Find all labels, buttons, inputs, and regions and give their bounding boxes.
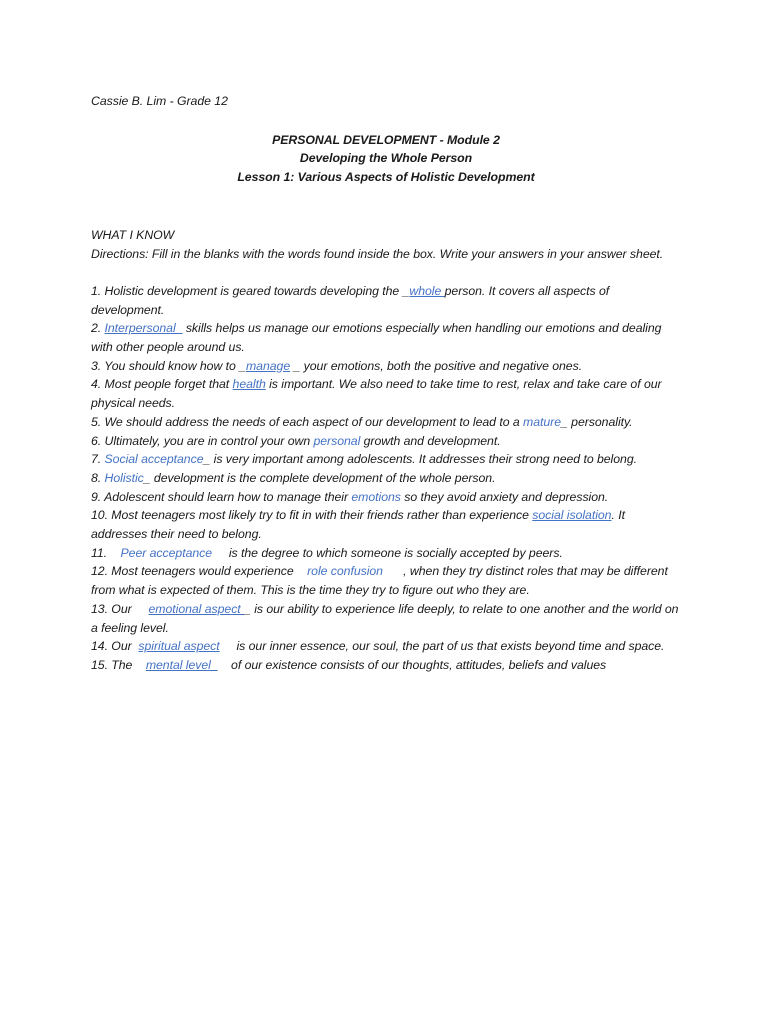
question-item [91, 600, 681, 637]
question-item [91, 562, 681, 599]
question-text-after: . It addresses their need to belong. [91, 508, 625, 542]
question-text-after: is important. We also need to take time to rest, relax and take care of our physical needs. [91, 377, 662, 411]
question-text-after: growth and development. [360, 433, 501, 448]
question-text-before: 3. You should know how to _ [91, 358, 246, 373]
module-title: PERSONAL DEVELOPMENT - Module 2 [272, 132, 500, 147]
answer-text: whole [409, 283, 445, 298]
module-header [91, 131, 681, 187]
question-item [91, 413, 681, 432]
question-text-after: _ is our ability to experience life deeply, to relate to one another and the world on a feeling level. [91, 601, 682, 635]
question-text-before: 4. Most people forget that [91, 377, 233, 392]
question-text-after: _ personality. [561, 414, 633, 429]
question-item [91, 432, 681, 451]
question-text-after: so they avoid anxiety and depression. [400, 489, 609, 504]
answer-text: emotional aspect [148, 601, 245, 616]
question-item [91, 282, 681, 319]
answer-text: mature [523, 414, 562, 429]
answer-text: spiritual aspect [138, 639, 220, 654]
question-item [91, 656, 681, 675]
question-text-before: 9. Adolescent should learn how to manage their [91, 489, 352, 504]
question-text-before: 8. [91, 470, 105, 485]
document-page [91, 92, 681, 675]
question-text-before: 7. [91, 452, 105, 467]
question-text-after: _ your emotions, both the positive and negative ones. [290, 358, 583, 373]
question-text-after: _ is very important among adolescents. It addresses their strong need to belong. [203, 452, 637, 467]
question-text-after: , when they try distinct roles that may be different from what is expected of them. This is the time they try to figure out who they are. [91, 564, 672, 598]
answer-text: Holistic [104, 470, 144, 485]
question-item [91, 544, 681, 563]
answer-text: mental level [145, 657, 218, 672]
question-item [91, 357, 681, 376]
question-text-before: 6. Ultimately, you are in control your own [91, 433, 314, 448]
question-text-after: _ development is the complete development of the whole person. [143, 470, 496, 485]
question-item [91, 488, 681, 507]
answer-text: role confusion [307, 564, 383, 579]
question-item [91, 506, 681, 543]
question-text-before: 5. We should address the needs of each aspect of our development to lead to a [91, 414, 524, 429]
question-text-after: person. It covers all aspects of development. [91, 283, 610, 317]
question-text-before: 10. Most teenagers most likely try to fit in with their friends rather than experience [91, 508, 533, 523]
answer-text: Social acceptance [104, 452, 204, 467]
question-item [91, 375, 681, 412]
question-text-after: of our existence consists of our thoughts, attitudes, beliefs and values [217, 657, 607, 672]
answer-text: social isolation [532, 508, 612, 523]
module-subtitle: Developing the Whole Person [299, 151, 473, 166]
question-text-before: 13. Our [91, 601, 149, 616]
question-text-before: 2. [91, 321, 105, 336]
question-item [91, 469, 681, 488]
question-text-before: 11. [91, 545, 121, 560]
answer-text: personal [313, 433, 361, 448]
question-item [91, 637, 681, 656]
question-text-before: 15. The [91, 657, 146, 672]
directions-text: Directions: Fill in the blanks with the words found inside the box. Write your answers in your answer sheet. [91, 246, 664, 261]
answer-text: Interpersonal_ [104, 321, 183, 336]
lesson-title: Lesson 1: Various Aspects of Holistic Development [237, 170, 535, 185]
question-item [91, 319, 681, 356]
question-text-after: is our inner essence, our soul, the part of us that exists beyond time and space. [219, 639, 665, 654]
answer-text: health [232, 377, 266, 392]
student-name-line: Cassie B. Lim - Grade 12 [91, 94, 228, 108]
answer-text: Peer acceptance [120, 545, 213, 560]
answer-text: emotions [351, 489, 401, 504]
question-text-before: 12. Most teenagers would experience [91, 564, 308, 579]
question-text-after: is the degree to which someone is socially accepted by peers. [212, 545, 563, 560]
question-item [91, 450, 681, 469]
question-text-before: 14. Our [91, 639, 139, 654]
question-text-after: skills helps us manage our emotions especially when handling our emotions and dealing with other people around us. [91, 321, 662, 355]
answer-text: manage [245, 358, 291, 373]
section-title: WHAT I KNOW [91, 227, 175, 242]
question-text-before: 1. Holistic development is geared towards developing the _ [91, 283, 410, 298]
